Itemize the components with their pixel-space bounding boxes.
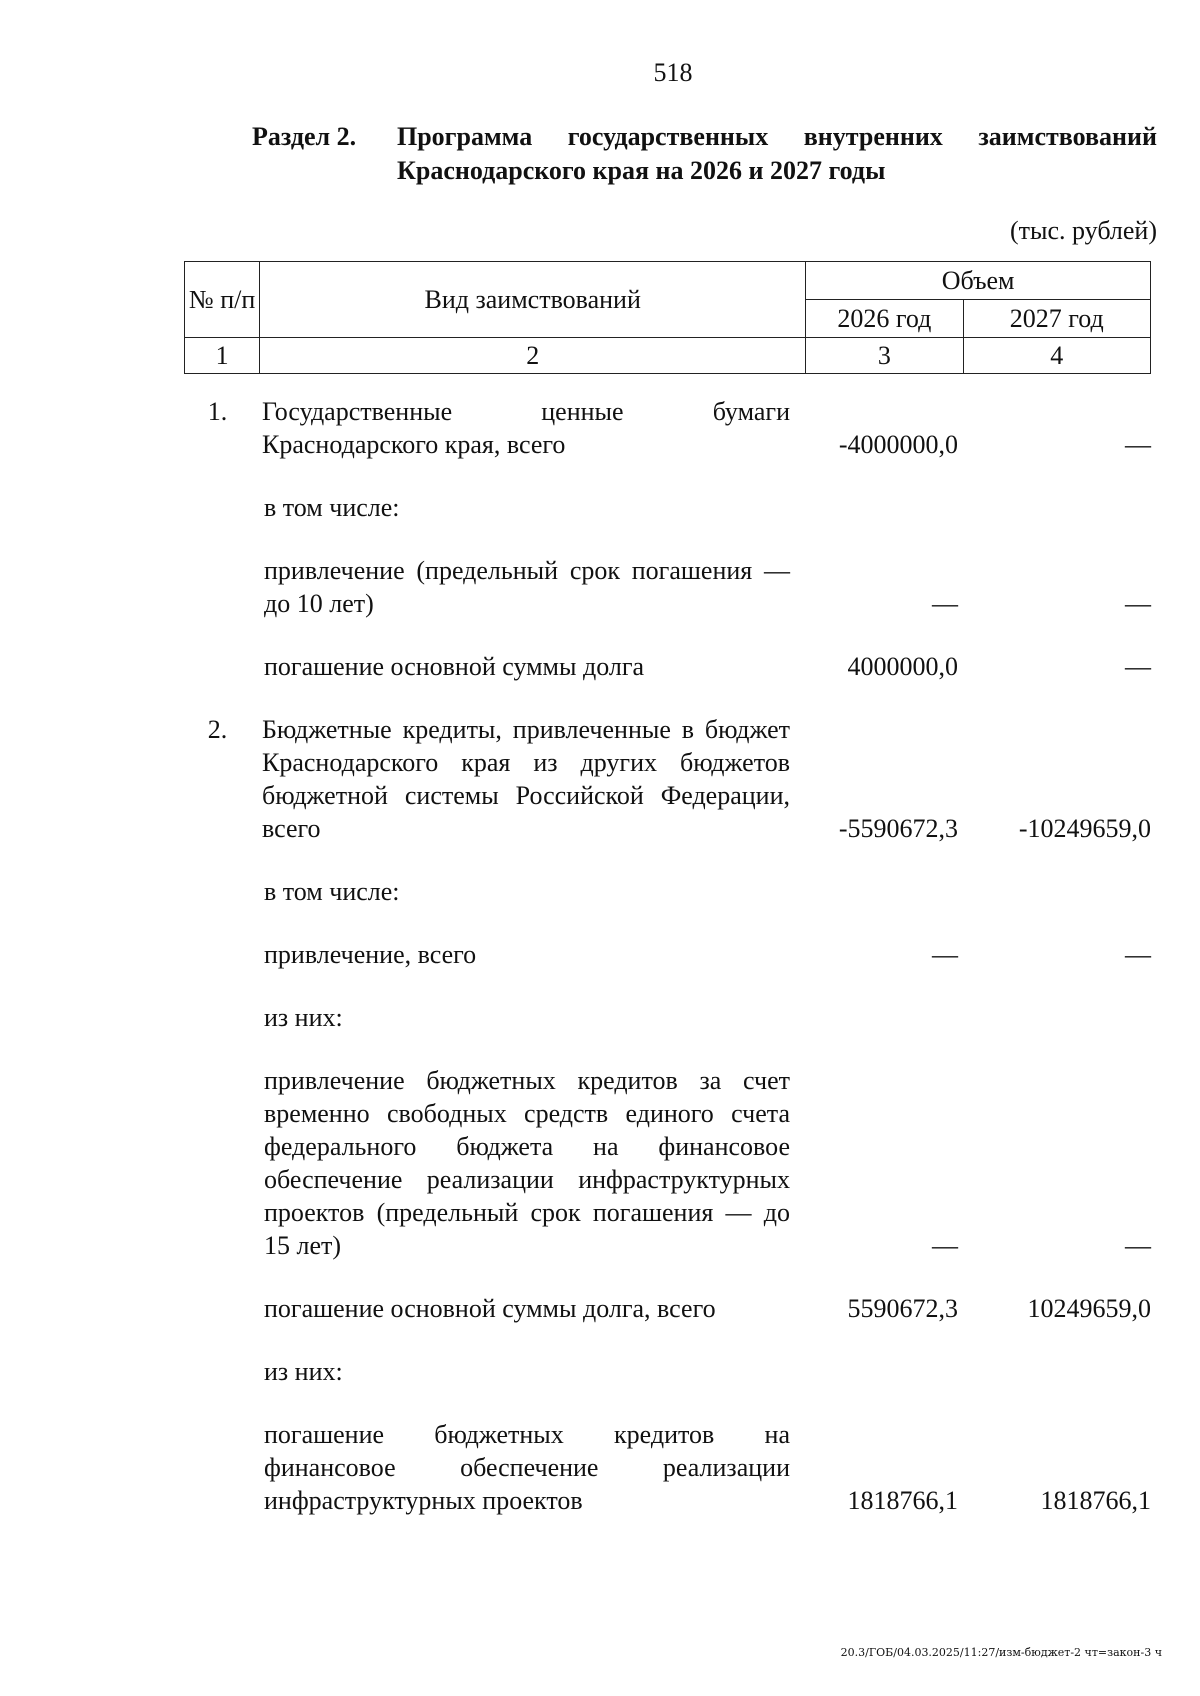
- row-value-2026: —: [932, 1231, 958, 1260]
- row-value-2027: —: [1125, 1231, 1151, 1260]
- table-row: [184, 650, 1151, 683]
- row-value-2026: 5590672,3: [847, 1294, 958, 1323]
- table-header: [184, 261, 1151, 374]
- row-number: [184, 491, 259, 524]
- col-number-2: 2: [260, 338, 806, 374]
- row-value-2027: -10249659,0: [1018, 814, 1151, 843]
- header-name: Вид заимствований: [260, 262, 806, 338]
- table-row: [184, 395, 1151, 461]
- borrowings-list: [184, 395, 1151, 1547]
- header-year-2026: 2026 год: [806, 300, 963, 338]
- row-value-2027: —: [1125, 589, 1151, 618]
- row-name: привлечение, всего: [264, 940, 477, 969]
- row-value-2026: 1818766,1: [847, 1486, 958, 1515]
- row-value-2026: —: [932, 589, 958, 618]
- row-value-2027: —: [1125, 430, 1151, 459]
- col-number-1: 1: [185, 338, 260, 374]
- row-name: Бюджетные кредиты, привлеченные в бюджет Краснодарского края из других бюджетов бюджетной системы Российской Федерации, всего: [262, 715, 790, 843]
- row-number: [184, 1064, 259, 1262]
- row-number: [184, 1418, 259, 1517]
- table-row: [184, 1292, 1151, 1325]
- row-name: из них:: [264, 1357, 343, 1386]
- row-number: [184, 1001, 259, 1034]
- row-name: в том числе:: [264, 877, 400, 906]
- row-value-2026: [804, 1001, 961, 1034]
- row-value-2026: [804, 1355, 961, 1388]
- row-number: [184, 1355, 259, 1388]
- col-number-4: 4: [963, 338, 1150, 374]
- header-volume: Объем: [806, 262, 1151, 300]
- row-value-2027: —: [1125, 652, 1151, 681]
- row-value-2027: [961, 491, 1151, 524]
- header-year-2027: 2027 год: [963, 300, 1150, 338]
- row-number: [184, 875, 259, 908]
- row-number: 1.: [207, 397, 228, 426]
- row-name: погашение основной суммы долга: [264, 652, 645, 681]
- row-value-2027: [961, 875, 1151, 908]
- row-name: погашение основной суммы долга, всего: [264, 1294, 716, 1323]
- row-value-2027: [961, 1355, 1151, 1388]
- row-value-2027: —: [1125, 940, 1151, 969]
- row-number: [184, 554, 259, 620]
- table-row: [184, 938, 1151, 971]
- row-number: 2.: [207, 715, 228, 744]
- row-name: из них:: [264, 1003, 343, 1032]
- section-label: Раздел 2.: [252, 122, 357, 151]
- row-name: в том числе:: [264, 493, 400, 522]
- table-row: [184, 1001, 1151, 1034]
- units-note: (тыс. рублей): [1009, 216, 1157, 245]
- row-value-2026: -5590672,3: [838, 814, 958, 843]
- row-name: привлечение бюджетных кредитов за счет временно свободных средств единого счета федерального бюджета на финансовое обеспечение реализации инфраструктурных проектов (предельный срок погашения — до 15 лет): [264, 1066, 790, 1260]
- table-row: [184, 554, 1151, 620]
- table-row: [184, 713, 1151, 845]
- row-value-2026: 4000000,0: [847, 652, 958, 681]
- row-value-2026: -4000000,0: [838, 430, 958, 459]
- section-title: Программа государственных внутренних заимствований Краснодарского края на 2026 и 2027 годы: [397, 122, 1157, 185]
- document-footer-code: 20.3/ГОБ/04.03.2025/11:27/изм-бюджет-2 чт=закон-3 ч: [840, 1646, 1162, 1659]
- row-name: погашение бюджетных кредитов на финансовое обеспечение реализации инфраструктурных проектов: [264, 1420, 790, 1515]
- row-name: привлечение (предельный срок погашения — до 10 лет): [264, 556, 790, 618]
- row-name: Государственные ценные бумаги Краснодарского края, всего: [262, 397, 790, 459]
- row-number: [184, 1292, 259, 1325]
- table-row: [184, 1355, 1151, 1388]
- row-value-2027: [961, 1001, 1151, 1034]
- row-value-2026: [804, 875, 961, 908]
- table-row: [184, 1064, 1151, 1262]
- row-value-2026: [804, 491, 961, 524]
- col-number-3: 3: [806, 338, 963, 374]
- row-value-2027: 10249659,0: [1027, 1294, 1151, 1323]
- page-number: 518: [653, 58, 693, 87]
- table-row: [184, 1418, 1151, 1517]
- header-num: № п/п: [185, 262, 260, 338]
- row-number: [184, 650, 259, 683]
- row-value-2027: 1818766,1: [1040, 1486, 1151, 1515]
- table-row: [184, 875, 1151, 908]
- row-value-2026: —: [932, 940, 958, 969]
- table-row: [184, 491, 1151, 524]
- row-number: [184, 938, 259, 971]
